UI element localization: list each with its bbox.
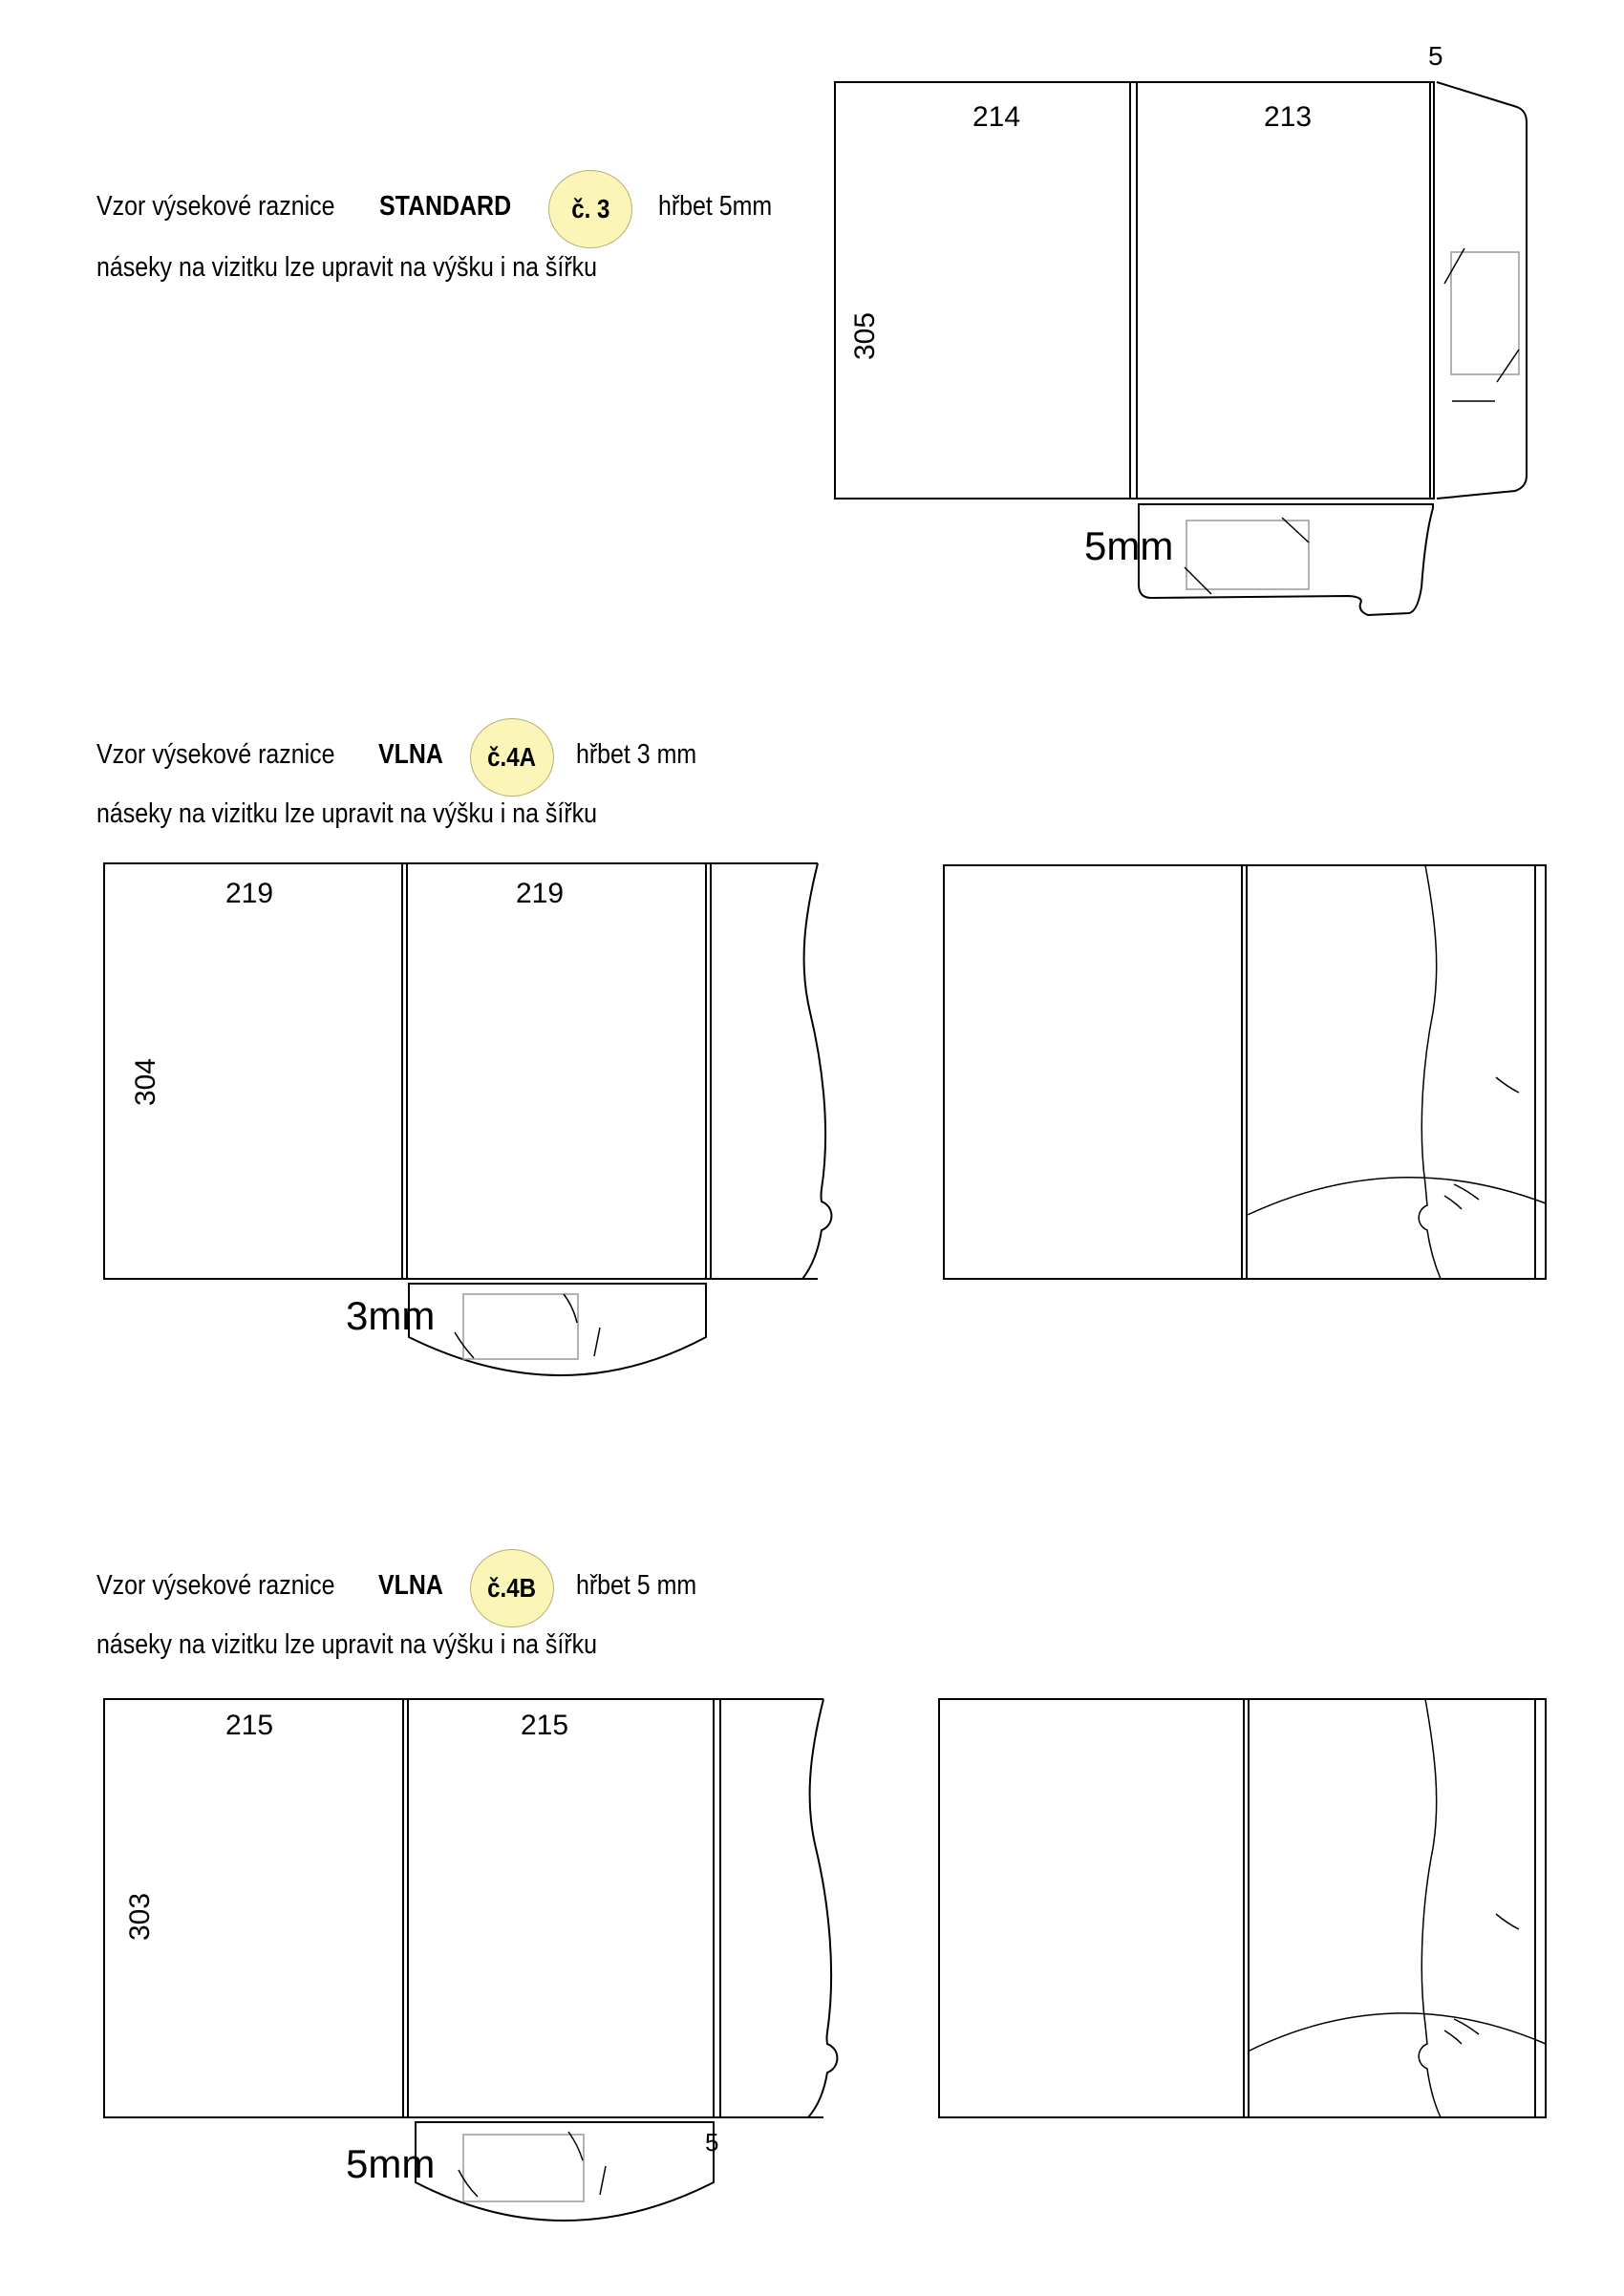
spine-label: hřbet 5mm xyxy=(658,191,773,222)
dimension-label: 219 xyxy=(225,878,274,909)
dimension-label: 304 xyxy=(130,1057,161,1106)
section-die-name: STANDARD xyxy=(379,191,512,222)
wave-line xyxy=(1419,865,1441,1279)
spine-label: hřbet 5 mm xyxy=(576,1570,697,1601)
dimension-label: 303 xyxy=(124,1892,156,1941)
spine-label: hřbet 3 mm xyxy=(576,739,697,770)
section-title-prefix: Vzor výsekové raznice xyxy=(96,1570,335,1601)
vlna-4a-die-diagram xyxy=(104,863,831,1375)
pocket-label: 3mm xyxy=(346,1293,436,1338)
bottom-pocket xyxy=(416,2122,714,2221)
card-notch xyxy=(455,1332,474,1358)
card-notch xyxy=(600,2166,606,2195)
card-notch xyxy=(1496,1914,1519,1929)
dimension-label: 5 xyxy=(705,2128,719,2157)
vlna-4b-folded-view xyxy=(939,1699,1546,2117)
dimension-label: 5 xyxy=(1428,41,1443,71)
standard-die-diagram xyxy=(835,41,1527,615)
wave-flap xyxy=(808,1699,837,2117)
right-flap xyxy=(1437,82,1527,499)
vlna-4b-die-diagram xyxy=(104,1699,837,2221)
dimension-label: 214 xyxy=(972,101,1021,133)
die-number-badge: č. 3 xyxy=(548,170,632,248)
section-die-name: VLNA xyxy=(378,739,443,770)
card-slot-window xyxy=(463,2135,584,2201)
folder-outline xyxy=(835,82,1434,499)
note-text: náseky na vizitku lze upravit na výšku i na šířku xyxy=(96,798,597,829)
dimension-label: 213 xyxy=(1264,101,1313,133)
card-notch xyxy=(594,1328,600,1356)
card-notch xyxy=(1185,567,1211,594)
dimension-label: 215 xyxy=(225,1710,274,1741)
note-text: náseky na vizitku lze upravit na výšku i na šířku xyxy=(96,252,597,283)
card-notch xyxy=(1282,518,1309,542)
dimension-label: 305 xyxy=(849,311,881,360)
section-title-prefix: Vzor výsekové raznice xyxy=(96,739,335,770)
pocket-label: 5mm xyxy=(1084,523,1174,568)
card-notch xyxy=(564,1294,577,1323)
card-slot-window xyxy=(1451,252,1519,374)
card-notch xyxy=(1454,1184,1479,1200)
pocket-label: 5mm xyxy=(346,2141,436,2186)
card-notch xyxy=(1497,350,1519,382)
card-notch xyxy=(1444,248,1464,284)
pocket-curve xyxy=(1248,1178,1546,1215)
card-notch xyxy=(1496,1077,1519,1093)
card-slot-window xyxy=(1186,521,1309,589)
wave-line xyxy=(1419,1699,1441,2117)
die-number-badge: č.4A xyxy=(470,718,554,797)
bottom-pocket xyxy=(409,1284,706,1375)
note-text: náseky na vizitku lze upravit na výšku i na šířku xyxy=(96,1629,597,1660)
card-slot-window xyxy=(463,1294,578,1359)
section-title-prefix: Vzor výsekové raznice xyxy=(96,191,335,222)
die-number-badge: č.4B xyxy=(470,1549,554,1627)
pocket-curve xyxy=(1248,2013,1546,2052)
card-notch xyxy=(459,2170,478,2197)
vlna-4a-folded-view xyxy=(944,865,1546,1279)
card-notch xyxy=(568,2132,583,2160)
folded-outline xyxy=(939,1699,1546,2117)
dimension-label: 219 xyxy=(516,878,565,909)
card-notch xyxy=(1444,1196,1462,1209)
dimension-label: 215 xyxy=(521,1710,569,1741)
card-notch xyxy=(1444,2030,1462,2044)
folded-outline xyxy=(944,865,1546,1279)
section-die-name: VLNA xyxy=(378,1570,443,1601)
folder-outline xyxy=(104,1699,823,2117)
wave-flap xyxy=(711,863,831,1279)
